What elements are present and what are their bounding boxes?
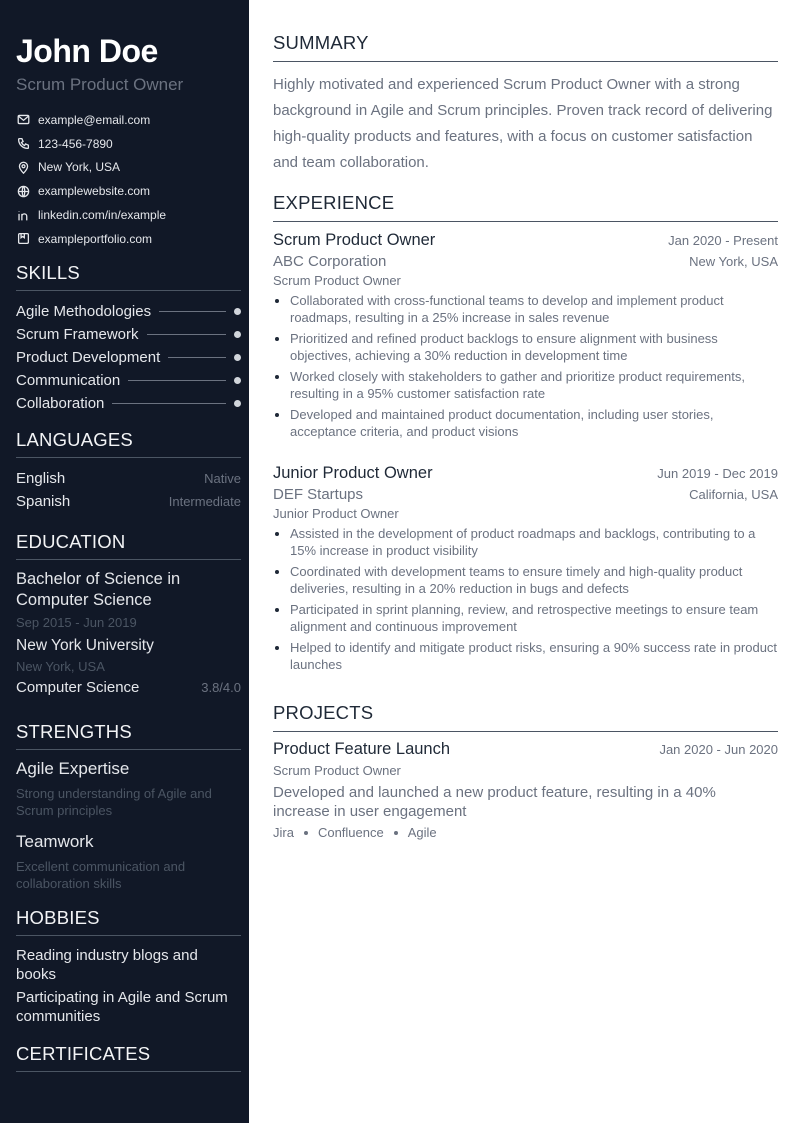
job-bullets — [273, 292, 778, 440]
tag-separator — [304, 831, 308, 835]
job-location: New York, USA — [689, 254, 778, 269]
skill-item — [16, 300, 241, 323]
language-level: Native — [204, 471, 241, 486]
languages-list — [16, 467, 241, 513]
job-company: DEF Startups — [273, 486, 364, 503]
tag-separator — [394, 831, 398, 835]
strength-item — [16, 832, 241, 892]
language-name: English — [16, 470, 66, 487]
email-icon — [16, 113, 30, 127]
projects-heading: PROJECTS — [273, 702, 778, 732]
project-tag: Confluence — [317, 825, 384, 840]
skill-line — [168, 357, 226, 358]
job-title: Scrum Product Owner — [273, 231, 436, 249]
languages-heading: LANGUAGES — [16, 429, 241, 458]
language-level: Intermediate — [168, 494, 241, 509]
education-field-row — [16, 679, 241, 696]
project-subtitle: Scrum Product Owner — [273, 763, 401, 778]
skill-label: Agile Methodologies — [16, 303, 152, 320]
education-degree: Bachelor of Science in Computer Science — [16, 570, 181, 609]
skill-item — [16, 346, 241, 369]
hobbies-list — [16, 946, 241, 1026]
contact-text: New York, USA — [38, 160, 121, 175]
certificates-heading: CERTIFICATES — [16, 1043, 241, 1072]
contact-portfolio[interactable] — [16, 227, 240, 251]
strengths-heading: STRENGTHS — [16, 721, 241, 750]
sidebar — [0, 0, 249, 1123]
phone-icon — [16, 137, 30, 151]
contact-linkedin[interactable] — [16, 203, 240, 227]
strength-title: Teamwork — [16, 832, 94, 851]
job-bullet: Developed and maintained product documentation, including user stories, acceptance criteria, and product visions — [273, 406, 778, 440]
profile-name: John Doe — [16, 33, 158, 69]
strength-desc: Excellent communication and collaboration skills — [16, 859, 186, 891]
skill-label: Product Development — [16, 349, 161, 366]
skills-list — [16, 300, 241, 415]
project-tag: Agile — [407, 825, 437, 840]
project-tags — [273, 825, 778, 840]
project-desc: Developed and launched a new product feature, resulting in a 40% increase in user engagement — [273, 784, 716, 820]
summary-text: Highly motivated and experienced Scrum Product Owner with a strong background in Agile and Scrum principles. Proven track record of delivering high-quality products and features, with a focus on customer satisfaction and team collaboration. — [273, 76, 773, 171]
contact-list — [16, 108, 240, 251]
skill-label: Collaboration — [16, 395, 105, 412]
language-name: Spanish — [16, 493, 71, 510]
experience-entry — [273, 231, 778, 444]
portfolio-icon — [16, 232, 30, 246]
job-title: Junior Product Owner — [273, 464, 433, 482]
project-dates: Jan 2020 - Jun 2020 — [659, 742, 778, 757]
skill-line — [112, 403, 226, 404]
contact-text: exampleportfolio.com — [38, 231, 153, 246]
skill-label: Scrum Framework — [16, 326, 139, 343]
education-heading: EDUCATION — [16, 531, 241, 560]
contact-website[interactable] — [16, 179, 240, 203]
education-entry — [16, 569, 241, 696]
job-dates: Jun 2019 - Dec 2019 — [657, 466, 778, 481]
language-item — [16, 490, 241, 513]
job-location: California, USA — [689, 487, 778, 502]
project-tag: Jira — [273, 825, 294, 840]
education-field: Computer Science — [16, 679, 140, 696]
job-dates: Jan 2020 - Present — [668, 233, 778, 248]
education-location: New York, USA — [16, 659, 105, 674]
contact-location — [16, 156, 240, 180]
job-bullet: Collaborated with cross-functional teams to develop and implement product roadmaps, resulting in a 25% increase in sales revenue — [273, 292, 778, 326]
education-gpa: 3.8/4.0 — [201, 680, 241, 695]
job-bullets — [273, 525, 778, 673]
profile-role: Scrum Product Owner — [16, 75, 184, 94]
skills-heading: SKILLS — [16, 262, 241, 291]
job-bullet: Coordinated with development teams to ensure timely and high-quality product deliveries, resulting in a 20% reduction in bugs and defects — [273, 563, 778, 597]
strengths-list — [16, 759, 241, 892]
contact-phone[interactable] — [16, 132, 240, 156]
education-dates: Sep 2015 - Jun 2019 — [16, 615, 137, 630]
contact-text: 123-456-7890 — [38, 136, 113, 151]
project-title: Product Feature Launch — [273, 740, 451, 758]
hobby-item: Reading industry blogs and books — [16, 947, 198, 983]
summary-heading: SUMMARY — [273, 32, 778, 62]
job-company: ABC Corporation — [273, 253, 387, 270]
contact-text: example@email.com — [38, 112, 151, 127]
job-subtitle: Scrum Product Owner — [273, 273, 401, 288]
project-entry — [273, 740, 778, 840]
skill-item — [16, 369, 241, 392]
experience-entry — [273, 464, 778, 677]
globe-icon — [16, 184, 30, 198]
hobbies-heading: HOBBIES — [16, 907, 241, 936]
education-institution: New York University — [16, 637, 154, 654]
experience-heading: EXPERIENCE — [273, 192, 778, 222]
linkedin-icon — [16, 208, 30, 222]
job-bullet: Participated in sprint planning, review, and retrospective meetings to ensure team alignment and continuous improvement — [273, 601, 778, 635]
hobby-item: Participating in Agile and Scrum communities — [16, 989, 228, 1025]
job-bullet: Worked closely with stakeholders to gather and prioritize product requirements, resulting in a 95% customer satisfaction rate — [273, 368, 778, 402]
skill-dot — [234, 308, 241, 315]
language-item — [16, 467, 241, 490]
location-icon — [16, 160, 30, 174]
skill-dot — [234, 400, 241, 407]
job-subtitle: Junior Product Owner — [273, 506, 399, 521]
job-bullet: Helped to identify and mitigate product risks, ensuring a 90% success rate in product launches — [273, 639, 778, 673]
job-bullet: Prioritized and refined product backlogs to ensure alignment with business objectives, achieving a 30% reduction in development time — [273, 330, 778, 364]
skill-line — [147, 334, 226, 335]
contact-text: examplewebsite.com — [38, 184, 151, 199]
skill-dot — [234, 354, 241, 361]
skill-dot — [234, 377, 241, 384]
skill-line — [159, 311, 226, 312]
strength-item — [16, 759, 241, 819]
job-bullet: Assisted in the development of product roadmaps and backlogs, contributing to a 15% increase in product visibility — [273, 525, 778, 559]
skill-label: Communication — [16, 372, 121, 389]
strength-desc: Strong understanding of Agile and Scrum principles — [16, 786, 212, 818]
skill-line — [128, 380, 226, 381]
contact-text: linkedin.com/in/example — [38, 208, 167, 223]
strength-title: Agile Expertise — [16, 759, 130, 778]
skill-dot — [234, 331, 241, 338]
skill-item — [16, 323, 241, 346]
contact-email[interactable] — [16, 108, 240, 132]
skill-item — [16, 392, 241, 415]
